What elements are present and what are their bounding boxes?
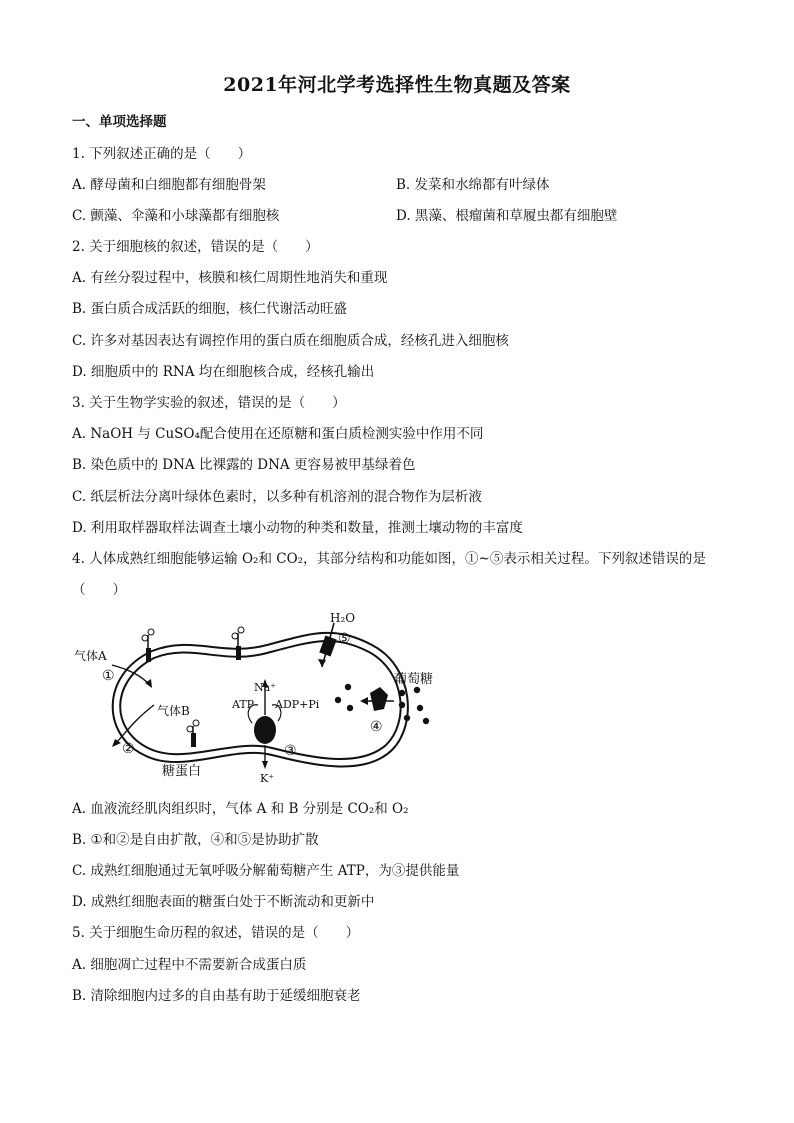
question-3-option-b: B. 染色质中的 DNA 比裸露的 DNA 更容易被甲基绿着色: [72, 457, 416, 473]
question-4-paren: （ ）: [72, 582, 126, 598]
question-4-option-c: C. 成熟红细胞通过无氧呼吸分解葡萄糖产生 ATP，为③提供能量: [72, 863, 460, 879]
question-3-option-d: D. 利用取样器取样法调查土壤小动物的种类和数量，推测土壤动物的丰富度: [72, 520, 523, 536]
process-1-label: ①: [102, 668, 115, 684]
question-2-option-c: C. 许多对基因表达有调控作用的蛋白质在细胞质合成，经核孔进入细胞核: [72, 333, 509, 349]
question-2-stem: 2. 关于细胞核的叙述，错误的是（ ）: [72, 239, 319, 255]
question-2-option-d: D. 细胞质中的 RNA 均在细胞核合成，经核孔输出: [72, 364, 375, 380]
question-4-option-a: A. 血液流经肌肉组织时，气体 A 和 B 分别是 CO₂和 O₂: [72, 801, 409, 817]
question-4-stem: 4. 人体成熟红细胞能够运输 O₂和 CO₂，其部分结构和功能如图，①~⑤表示相关过程。下列叙述错误的是: [72, 551, 706, 567]
section-heading: 一、单项选择题: [72, 114, 167, 130]
glycoprotein-label: 糖蛋白: [162, 764, 202, 779]
glucose-transporter: [360, 687, 394, 711]
question-3-stem: 3. 关于生物学实验的叙述，错误的是（ ）: [72, 395, 346, 411]
question-2-option-a: A. 有丝分裂过程中，核膜和核仁周期性地消失和重现: [72, 270, 388, 286]
process-3-label: ③: [284, 743, 297, 759]
gas-b-arrowhead: [112, 739, 121, 747]
question-3-option-c: C. 纸层析法分离叶绿体色素时，以多种有机溶剂的混合物作为层析液: [72, 489, 482, 505]
glycoprotein-bottom: [187, 720, 199, 747]
glycoprotein-top-2: [232, 627, 244, 660]
question-4-option-b: B. ①和②是自由扩散，④和⑤是协助扩散: [72, 832, 319, 848]
process-5-label: ⑤: [338, 631, 351, 647]
adp-label: ADP+Pi: [275, 698, 320, 711]
sodium-label: Na⁺: [254, 681, 276, 694]
water-channel: [318, 623, 337, 667]
question-4-option-d: D. 成熟红细胞表面的糖蛋白处于不断流动和更新中: [72, 894, 375, 910]
gas-a-arrowhead: [145, 679, 152, 688]
question-5-option-b: B. 清除细胞内过多的自由基有助于延缓细胞衰老: [72, 988, 361, 1004]
atp-label: ATP: [232, 698, 255, 711]
question-3-option-a: A. NaOH 与 CuSO₄配合使用在还原糖和蛋白质检测实验中作用不同: [72, 426, 484, 442]
potassium-label: K⁺: [260, 772, 275, 785]
glycoprotein-top-1: [142, 629, 154, 662]
question-1-stem: 1. 下列叙述正确的是（ ）: [72, 146, 252, 162]
page-title: 2021年河北学考选择性生物真题及答案: [223, 74, 571, 96]
process-4-label: ④: [370, 719, 383, 735]
question-2-option-b: B. 蛋白质合成活跃的细胞，核仁代谢活动旺盛: [72, 301, 348, 317]
gas-b-arrow: [116, 705, 154, 743]
question-5-stem: 5. 关于细胞生命历程的叙述，错误的是（ ）: [72, 925, 360, 941]
question-1-option-c: C. 颤藻、伞藻和小球藻都有细胞核: [72, 208, 280, 224]
question-5-option-a: A. 细胞凋亡过程中不需要新合成蛋白质: [72, 957, 307, 973]
red-blood-cell-diagram: [72, 605, 452, 785]
process-2-label: ②: [122, 741, 135, 757]
question-1-option-a: A. 酵母菌和白细胞都有细胞骨架: [72, 177, 266, 193]
h2o-label: H₂O: [330, 611, 356, 625]
gas-a-label: 气体A: [74, 649, 107, 663]
question-1-option-d: D. 黑藻、根瘤菌和草履虫都有细胞壁: [396, 208, 618, 224]
glucose-label: 葡萄糖: [394, 672, 434, 687]
question-1-option-b: B. 发菜和水绵都有叶绿体: [396, 177, 550, 193]
gas-b-label: 气体B: [157, 704, 190, 718]
